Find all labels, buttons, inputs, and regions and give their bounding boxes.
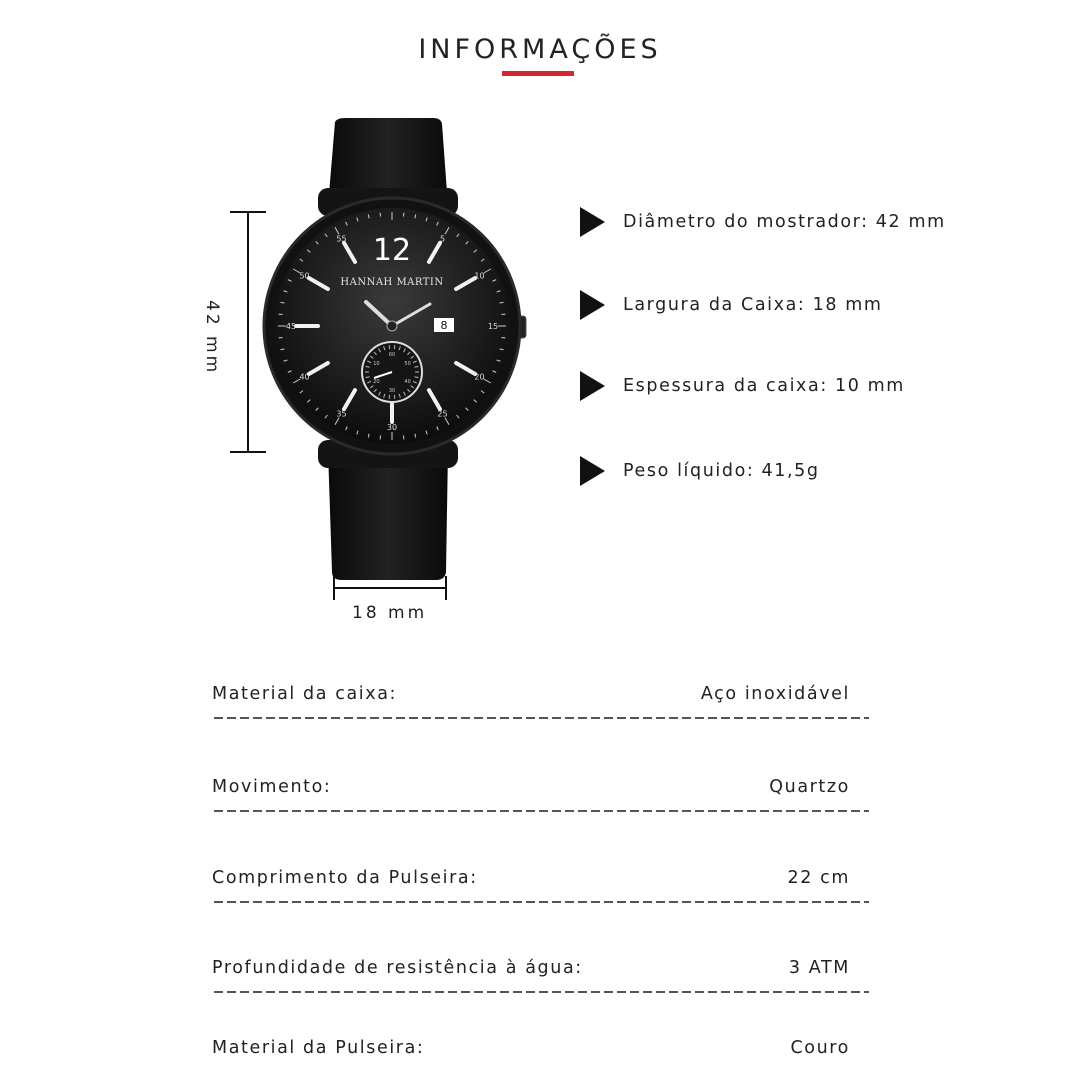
sub-dial-number: 50 (404, 361, 411, 367)
triangle-bullet-icon (580, 207, 605, 237)
table-row (212, 1038, 872, 1078)
row-value: Quartzo (769, 777, 850, 797)
table-row (212, 684, 872, 724)
spec-label: Espessura da caixa: 10 mm (623, 376, 905, 396)
spec-label: Largura da Caixa: 18 mm (623, 295, 883, 315)
minute-number: 55 (336, 234, 347, 244)
spec-label: Peso líquido: 41,5g (623, 461, 820, 481)
minute-number: 40 (299, 372, 310, 382)
row-value: Couro (790, 1038, 850, 1058)
table-row (212, 777, 872, 817)
spec-item (580, 290, 883, 320)
spec-item (580, 207, 946, 237)
minute-number: 20 (474, 372, 485, 382)
row-value: Aço inoxidável (700, 684, 850, 704)
table-row (212, 868, 872, 908)
minute-number: 25 (437, 409, 448, 419)
triangle-bullet-icon (580, 456, 605, 486)
dashed-divider (214, 717, 869, 719)
dashed-divider (214, 991, 869, 993)
brand-logo: HANNAH MARTIN (340, 277, 444, 288)
row-key: Movimento: (212, 777, 332, 797)
row-key: Material da caixa: (212, 684, 398, 704)
spec-item (580, 456, 820, 486)
sub-dial-number: 30 (388, 388, 396, 394)
spec-label: Diâmetro do mostrador: 42 mm (623, 212, 946, 232)
spec-item (580, 371, 905, 401)
dashed-divider (214, 810, 869, 812)
width-dimension-label: 18 mm (352, 603, 428, 623)
minute-number: 5 (439, 234, 446, 244)
date-window: 8 (440, 319, 448, 332)
sub-dial-number: 60 (388, 352, 396, 358)
hour-marker-12: 12 (372, 233, 412, 268)
row-value: 22 cm (787, 868, 850, 888)
sub-dial-number: 40 (404, 379, 411, 385)
watch-illustration (200, 110, 560, 630)
sub-dial-number: 20 (373, 379, 380, 385)
row-key: Profundidade de resistência à água: (212, 958, 583, 978)
triangle-bullet-icon (580, 371, 605, 401)
row-key: Material da Pulseira: (212, 1038, 425, 1058)
minute-number: 45 (285, 322, 297, 331)
page-title: INFORMAÇÕES (418, 34, 662, 65)
table-row (212, 958, 872, 998)
minute-number: 10 (474, 271, 485, 281)
sub-dial-number: 10 (373, 361, 380, 367)
minute-number: 15 (487, 322, 499, 331)
title-underline (502, 71, 574, 76)
bottom-strap (328, 450, 448, 580)
height-dimension-label: 42 mm (202, 300, 222, 376)
dashed-divider (214, 901, 869, 903)
minute-number: 35 (336, 409, 347, 419)
row-key: Comprimento da Pulseira: (212, 868, 478, 888)
triangle-bullet-icon (580, 290, 605, 320)
minute-number: 30 (386, 423, 398, 432)
minute-number: 50 (299, 271, 310, 281)
row-value: 3 ATM (788, 958, 850, 978)
